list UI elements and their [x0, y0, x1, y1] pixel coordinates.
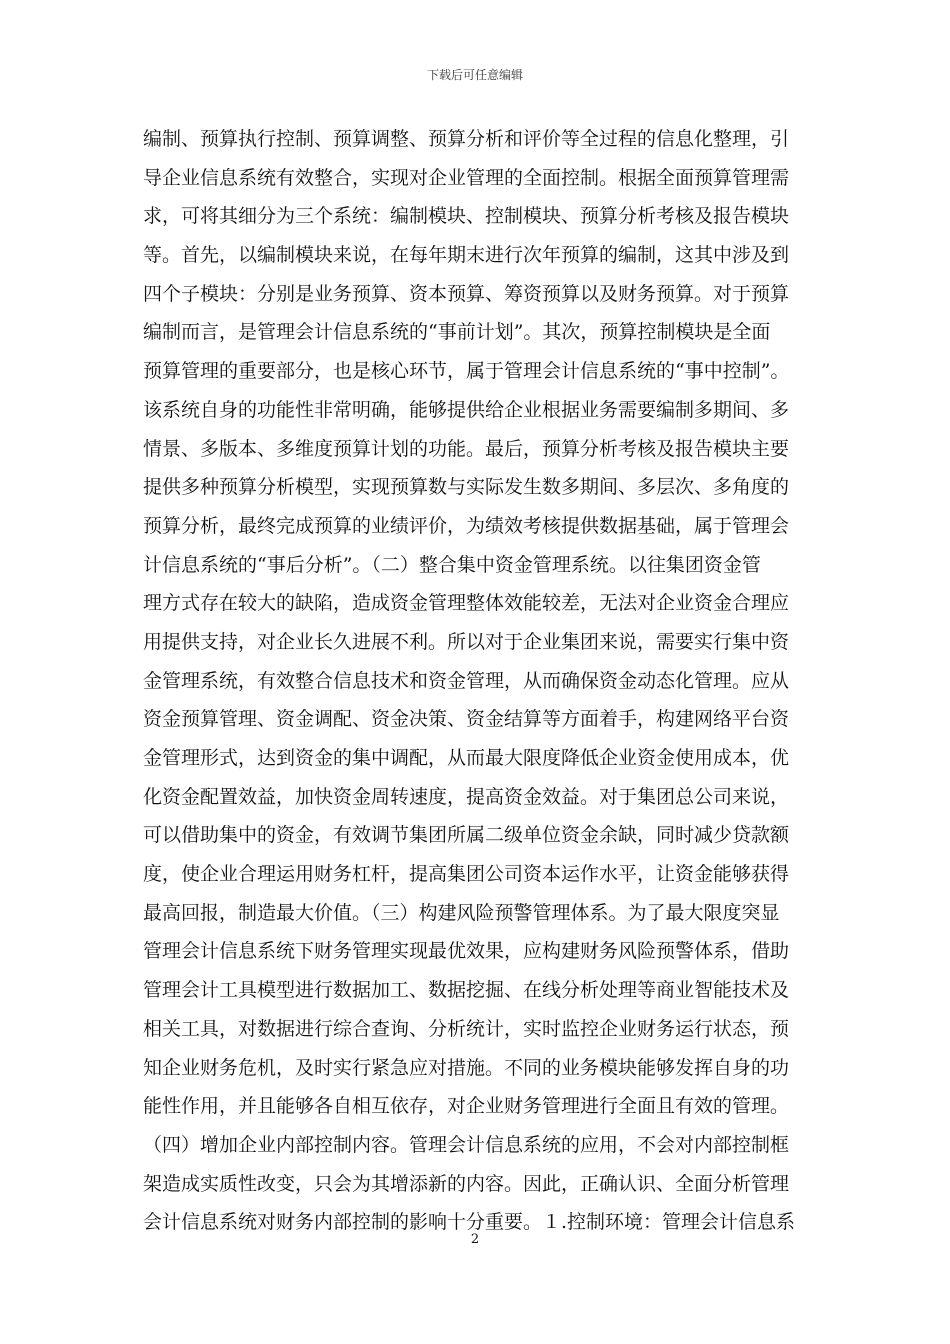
text-line: 管理会计工具模型进行数据加工、数据挖掘、在线分析处理等商业智能技术及 [143, 979, 790, 1002]
text-line: 会计信息系统对财务内部控制的影响十分重要。１.控制环境：管理会计信息系 [143, 1211, 796, 1234]
text-line: 资金预算管理、资金调配、资金决策、资金结算等方面着手，构建网络平台资 [143, 708, 790, 731]
document-body [143, 120, 818, 1242]
text-line: 架造成实质性改变，只会为其增添新的内容。因此，正确认识、全面分析管理 [143, 1172, 790, 1195]
text-line: 相关工具，对数据进行综合查询、分析统计，实时监控企业财务运行状态，预 [143, 1017, 790, 1040]
text-line: 四个子模块：分别是业务预算、资本预算、筹资预算以及财务预算。对于预算 [143, 282, 790, 305]
text-line: 编制而言，是管理会计信息系统的“事前计划”。其次，预算控制模块是全面 [143, 321, 771, 344]
text-line: 导企业信息系统有效整合，实现对企业管理的全面控制。根据全面预算管理需 [143, 166, 790, 189]
text-line: 预算管理的重要部分，也是核心环节，属于管理会计信息系统的“事中控制”。 [143, 360, 790, 383]
text-line: （四）增加企业内部控制内容。管理会计信息系统的应用，不会对内部控制框 [143, 1133, 790, 1156]
text-line: 能性作用，并且能够各自相互依存，对企业财务管理进行全面且有效的管理。 [143, 1095, 790, 1118]
text-line: 金管理形式，达到资金的集中调配，从而最大限度降低企业资金使用成本，优 [143, 747, 790, 769]
text-line: 编制、预算执行控制、预算调整、预算分析和评价等全过程的信息化整理，引 [143, 128, 790, 150]
text-line: 化资金配置效益，加快资金周转速度，提高资金效益。对于集团总公司来说， [143, 785, 790, 808]
text-line: 等。首先，以编制模块来说，在每年期末进行次年预算的编制，这其中涉及到 [143, 244, 790, 267]
text-line: 金管理系统，有效整合信息技术和资金管理，从而确保资金动态化管理。应从 [143, 669, 790, 692]
text-line: 该系统自身的功能性非常明确，能够提供给企业根据业务需要编制多期间、多 [143, 398, 790, 421]
page-header: 下载后可任意编辑 [426, 68, 523, 82]
text-line: 提供多种预算分析模型，实现预算数与实际发生数多期间、多层次、多角度的 [143, 476, 790, 499]
text-line: 可以借助集中的资金，有效调节集团所属二级单位资金余缺，同时减少贷款额 [143, 824, 790, 847]
text-line: 知企业财务危机，及时实行紧急应对措施。不同的业务模块能够发挥自身的功 [143, 1056, 790, 1079]
page-number: 2 [470, 1232, 480, 1247]
text-line: 求，可将其细分为三个系统：编制模块、控制模块、预算分析考核及报告模块 [143, 205, 790, 228]
text-line: 预算分析，最终完成预算的业绩评价，为绩效考核提供数据基础，属于管理会 [143, 514, 790, 537]
text-line: 管理会计信息系统下财务管理实现最优效果，应构建财务风险预警体系，借助 [143, 940, 790, 963]
text-line: 用提供支持，对企业长久进展不利。所以对于企业集团来说，需要实行集中资 [143, 630, 790, 653]
text-line: 最高回报，制造最大价值。（三）构建风险预警管理体系。为了最大限度突显 [143, 901, 780, 924]
text-line: 度，使企业合理运用财务杠杆，提高集团公司资本运作水平，让资金能够获得 [143, 863, 790, 886]
text-line: 情景、多版本、多维度预算计划的功能。最后，预算分析考核及报告模块主要 [143, 437, 790, 460]
text-line: 计信息系统的“事后分析”。（二）整合集中资金管理系统。以往集团资金管 [143, 553, 761, 576]
text-line: 理方式存在较大的缺陷，造成资金管理整体效能较差，无法对企业资金合理应 [143, 592, 790, 615]
